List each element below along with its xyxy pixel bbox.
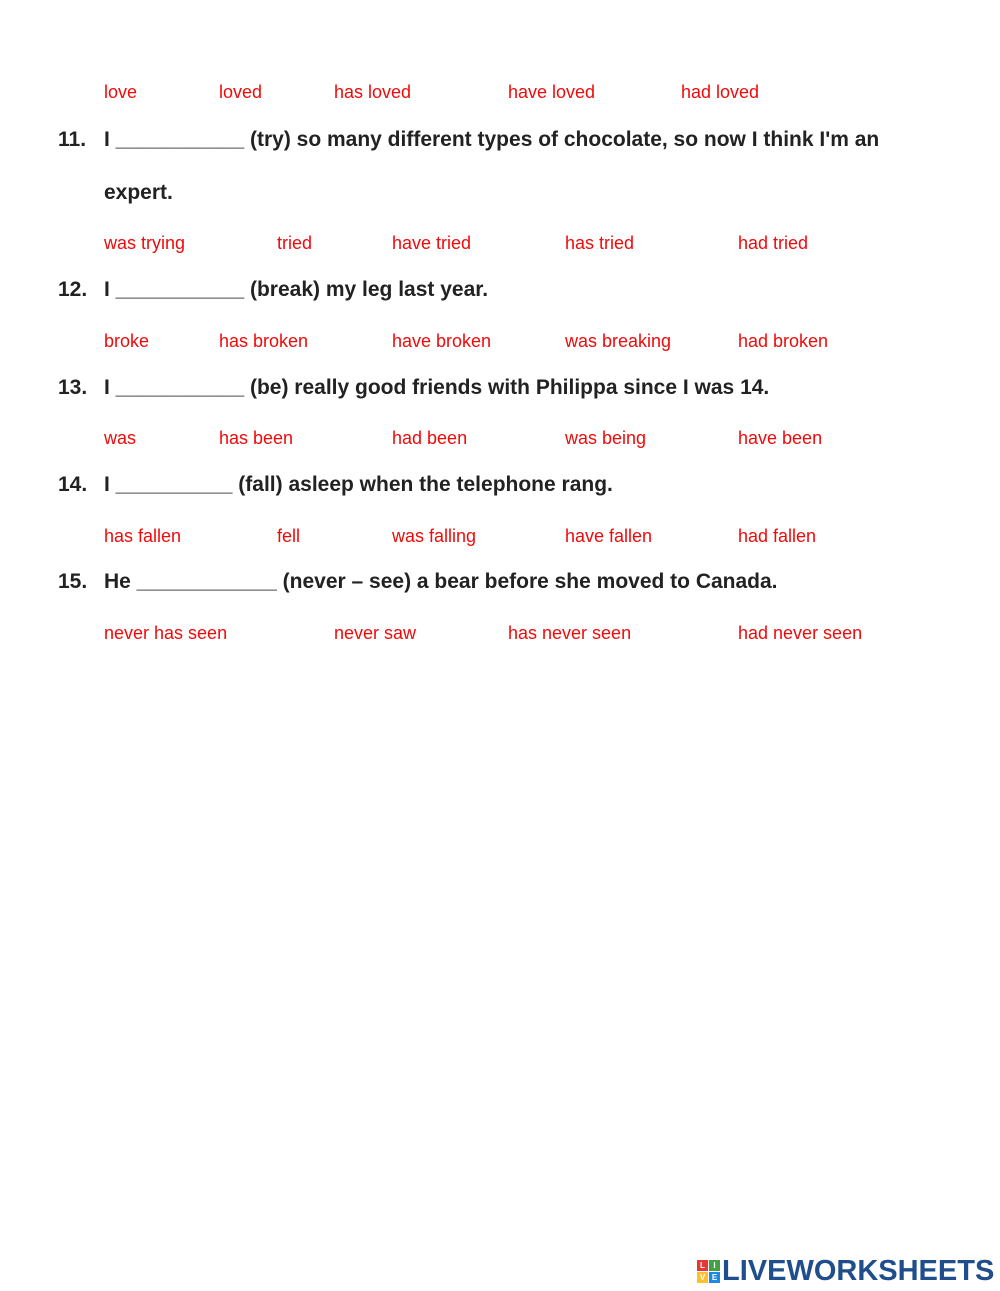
liveworksheets-logo-icon: [697, 1260, 720, 1283]
liveworksheets-logo-text: LIVEWORKSHEETS: [722, 1254, 995, 1287]
q14-option-5[interactable]: had fallen: [738, 526, 817, 546]
question-12-text: I ___________ (break) my leg last year.: [104, 278, 489, 301]
question-15-number: 15.: [58, 570, 88, 593]
q14-option-2[interactable]: fell: [277, 526, 301, 546]
question-11-text: I ___________ (try) so many different types of chocolate, so now I think I'm an: [104, 128, 880, 151]
logo-icon-cell-e: E: [709, 1272, 720, 1283]
q12-option-5[interactable]: had broken: [738, 331, 829, 351]
question-14-text: I __________ (fall) asleep when the telephone rang.: [104, 473, 613, 496]
question-15-text: He ____________ (never – see) a bear before she moved to Canada.: [104, 570, 778, 593]
q15-option-1[interactable]: never has seen: [104, 623, 228, 643]
q11-option-2[interactable]: tried: [277, 233, 313, 253]
q11-option-5[interactable]: had tried: [738, 233, 809, 253]
question-13-text: I ___________ (be) really good friends with Philippa since I was 14.: [104, 376, 770, 399]
q13-option-5[interactable]: have been: [738, 428, 823, 448]
question-12-number: 12.: [58, 278, 88, 301]
q13-option-4[interactable]: was being: [565, 428, 647, 448]
q11-option-3[interactable]: have tried: [392, 233, 472, 253]
top-option-3[interactable]: has loved: [334, 82, 412, 102]
q12-option-1[interactable]: broke: [104, 331, 150, 351]
q11-option-1[interactable]: was trying: [104, 233, 186, 253]
question-11-number: 11.: [58, 128, 87, 151]
q14-option-1[interactable]: has fallen: [104, 526, 182, 546]
q15-option-3[interactable]: has never seen: [508, 623, 632, 643]
question-11-text-cont: expert.: [104, 181, 173, 204]
q12-option-4[interactable]: was breaking: [565, 331, 672, 351]
liveworksheets-logo: [697, 1255, 994, 1287]
q12-option-2[interactable]: has broken: [219, 331, 309, 351]
q15-option-4[interactable]: had never seen: [738, 623, 863, 643]
top-option-1[interactable]: love: [104, 82, 138, 102]
top-option-5[interactable]: had loved: [681, 82, 760, 102]
q14-option-3[interactable]: was falling: [392, 526, 477, 546]
q15-option-2[interactable]: never saw: [334, 623, 417, 643]
q14-option-4[interactable]: have fallen: [565, 526, 653, 546]
question-14-number: 14.: [58, 473, 88, 496]
question-13-number: 13.: [58, 376, 88, 399]
q13-option-1[interactable]: was: [104, 428, 137, 448]
q11-option-4[interactable]: has tried: [565, 233, 635, 253]
top-option-4[interactable]: have loved: [508, 82, 596, 102]
q13-option-3[interactable]: had been: [392, 428, 468, 448]
logo-icon-cell-l: L: [697, 1260, 708, 1271]
logo-icon-cell-i: I: [709, 1260, 720, 1271]
q13-option-2[interactable]: has been: [219, 428, 294, 448]
logo-icon-cell-v: V: [697, 1272, 708, 1283]
q12-option-3[interactable]: have broken: [392, 331, 492, 351]
top-option-2[interactable]: loved: [219, 82, 263, 102]
